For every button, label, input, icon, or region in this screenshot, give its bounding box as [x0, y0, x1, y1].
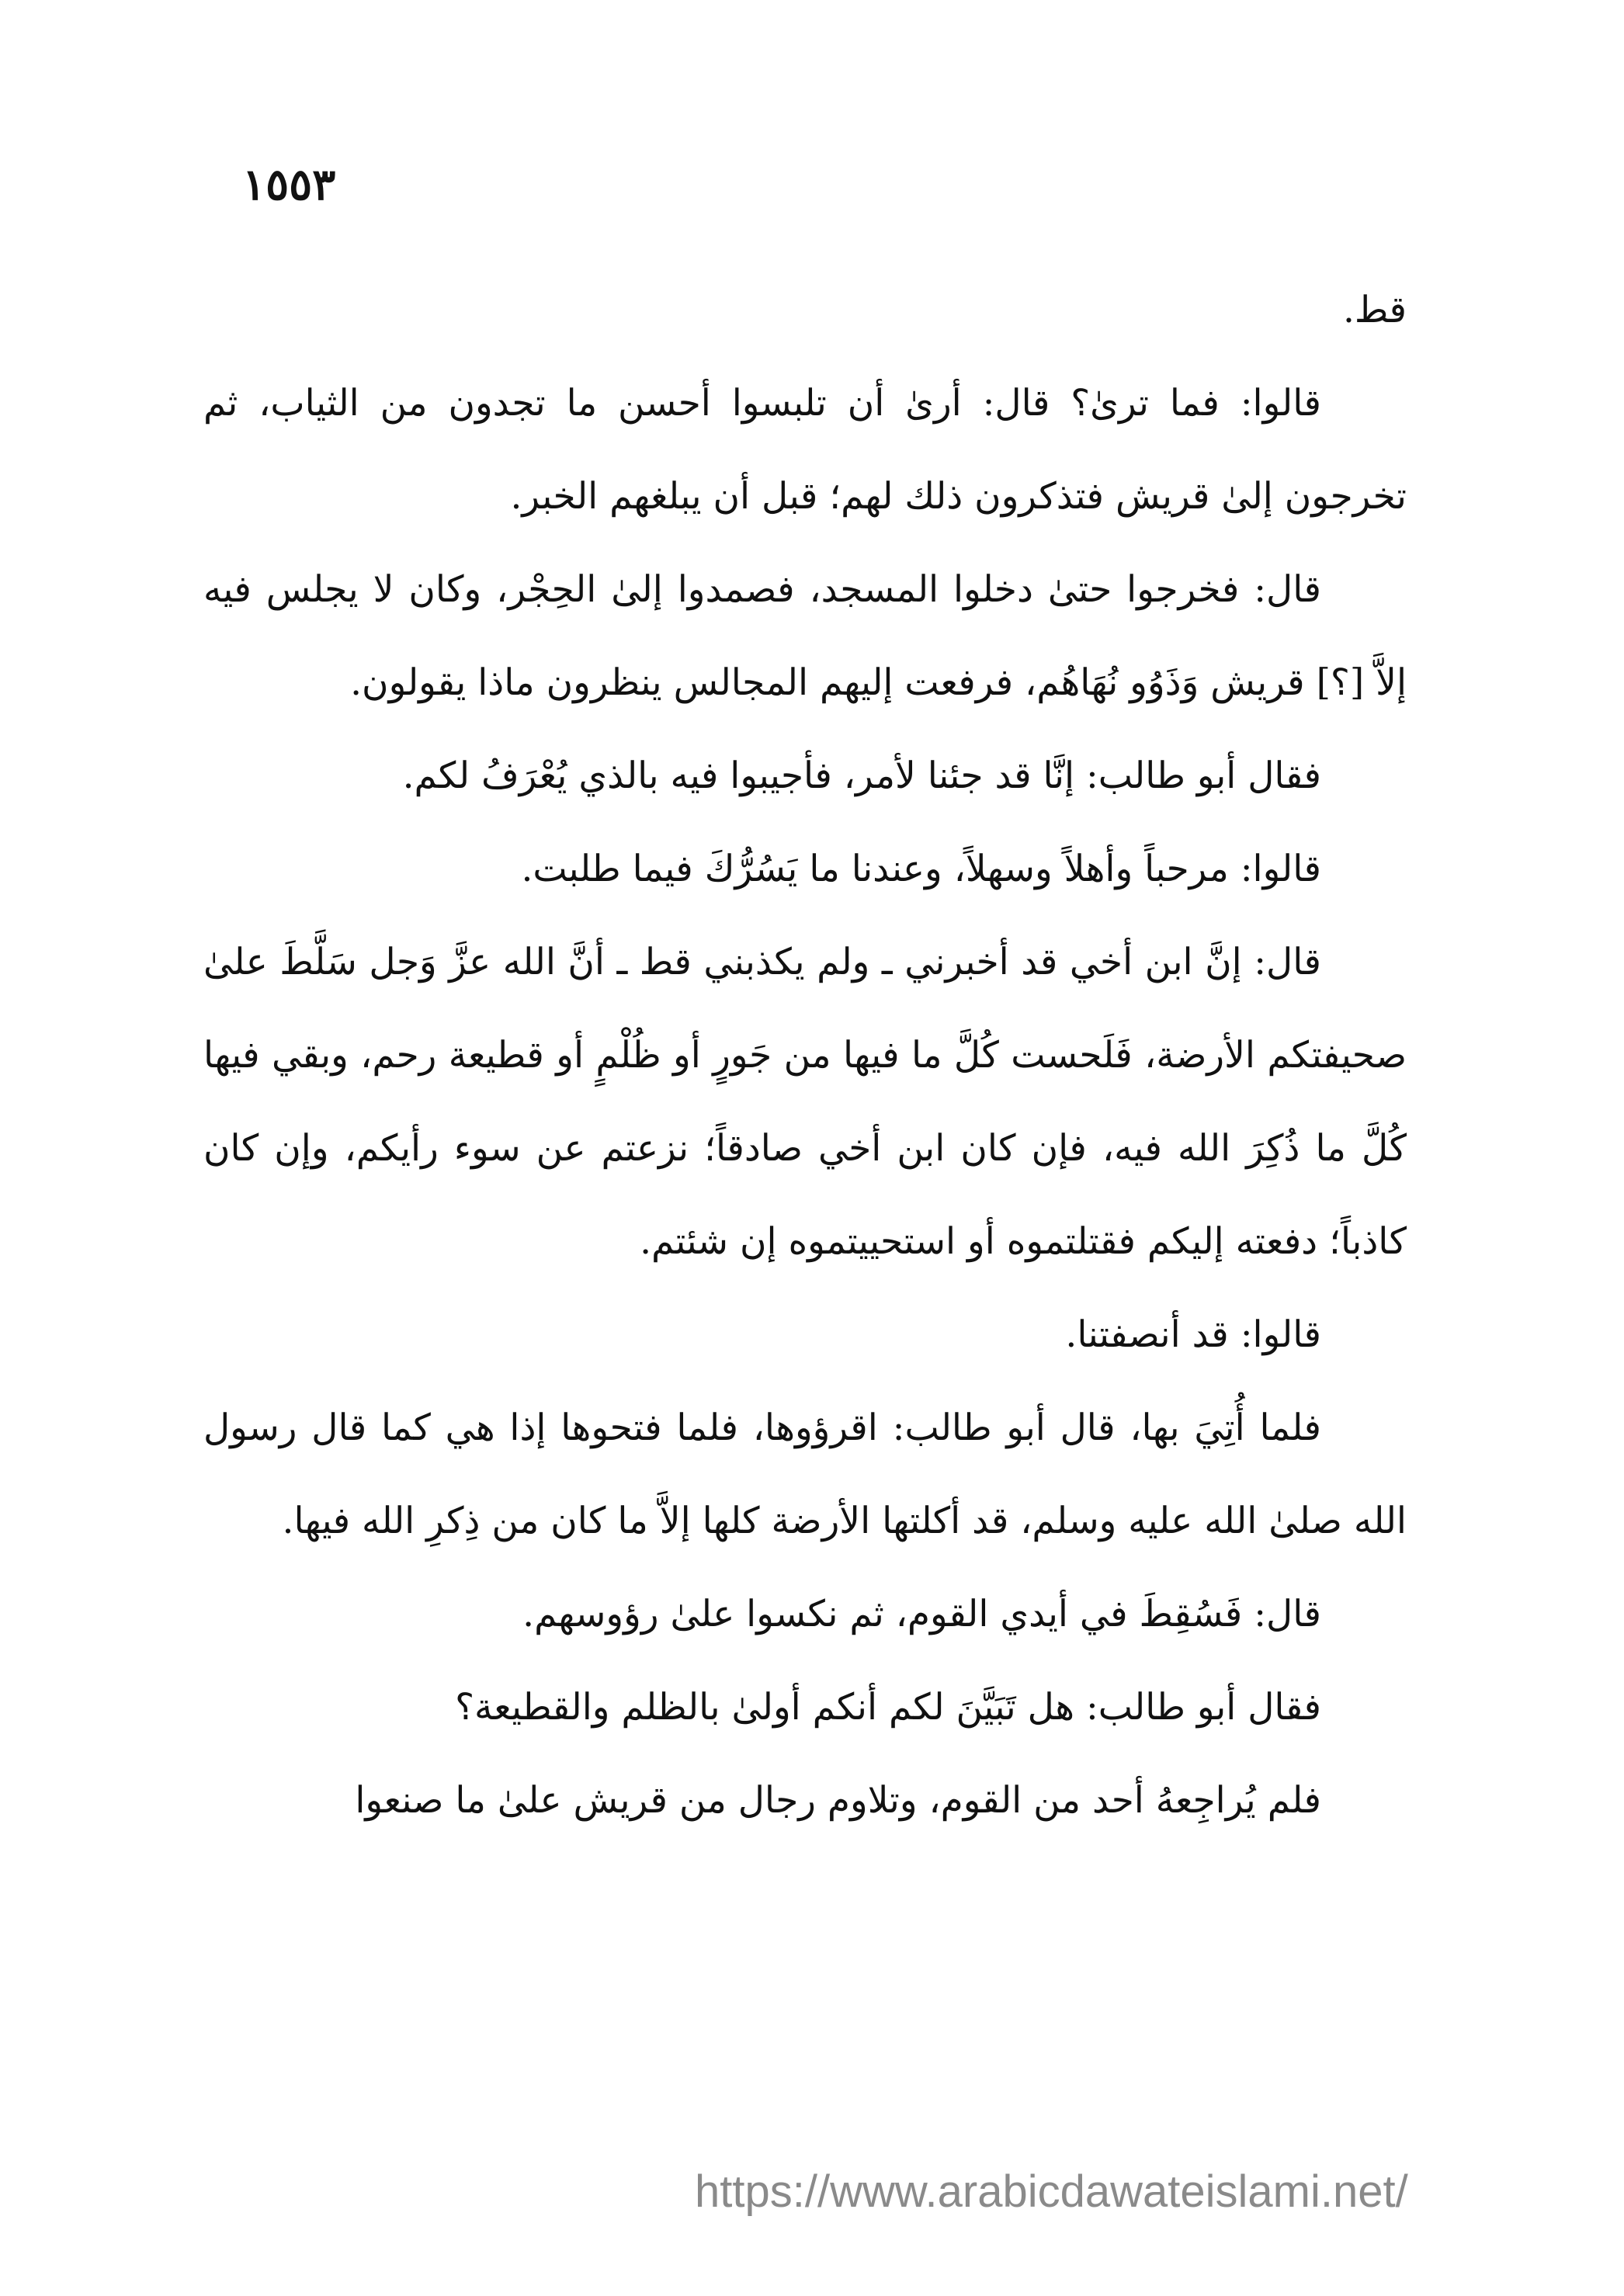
paragraph-5: قالوا: مرحباً وأهلاً وسهلاً، وعندنا ما يَسُرُّكَ فيما طلبت.: [521, 848, 1321, 890]
paragraph-2: قالوا: فما ترىٰ؟ قال: أرىٰ أن تلبسوا أحسن ما تجدون من الثياب، ثم تخرجون إلىٰ قريش فتذكرون ذلك لهم؛ قبل أن يبلغهم الخبر.: [203, 382, 1407, 518]
paragraph-8: فلما أُتِيَ بها، قال أبو طالب: اقرؤوها، فلما فتحوها إذا هي كما قال رسول الله صلىٰ الله عليه وسلم، قد أكلتها الأرضة كلها إلاَّ ما كان من ذِكرِ الله فيها.: [203, 1406, 1407, 1542]
paragraph-7: قالوا: قد أنصفتنا.: [1065, 1313, 1321, 1356]
source-url-watermark: https://www.arabicdawateislami.net/: [695, 2166, 1408, 2217]
page-body: [203, 264, 1407, 1847]
paragraph-9: قال: فَسُقِطَ في أيدي القوم، ثم نكسوا علىٰ رؤوسهم.: [522, 1593, 1321, 1635]
paragraph-6: قال: إنَّ ابن أخي قد أخبرني ـ ولم يكذبني قط ـ أنَّ الله عزَّ وَجل سَلَّطَ علىٰ صحيفتكم الأرضة، فَلَحست كُلَّ ما فيها من جَورٍ أو ظُلْمٍ أو قطيعة رحم، وبقي فيها كُلَّ ما ذُكِرَ الله فيه، فإن كان ابن أخي صادقاً؛ نزعتم عن سوء رأيكم، وإن كان كاذباً؛ دفعته إليكم فقتلتموه أو استحييتموه إن شئتم.: [203, 941, 1407, 1263]
paragraph-10: فقال أبو طالب: هل تَبَيَّنَ لكم أنكم أولىٰ بالظلم والقطيعة؟: [455, 1686, 1321, 1729]
paragraph-11: فلم يُراجِعهُ أحد من القوم، وتلاوم رجال من قريش علىٰ ما صنعوا: [355, 1779, 1321, 1822]
page-number: ١٥٥٣: [242, 159, 336, 210]
paragraph-3: قال: فخرجوا حتىٰ دخلوا المسجد، فصمدوا إلىٰ الحِجْر، وكان لا يجلس فيه إلاَّ [؟] قريش وَذَوُو نُهَاهُم، فرفعت إليهم المجالس ينظرون ماذا يقولون.: [203, 568, 1407, 704]
paragraph-4: فقال أبو طالب: إنَّا قد جئنا لأمر، فأجيبوا فيه بالذي يُعْرَفُ لكم.: [402, 754, 1321, 797]
paragraph-1: قط.: [1342, 289, 1407, 331]
